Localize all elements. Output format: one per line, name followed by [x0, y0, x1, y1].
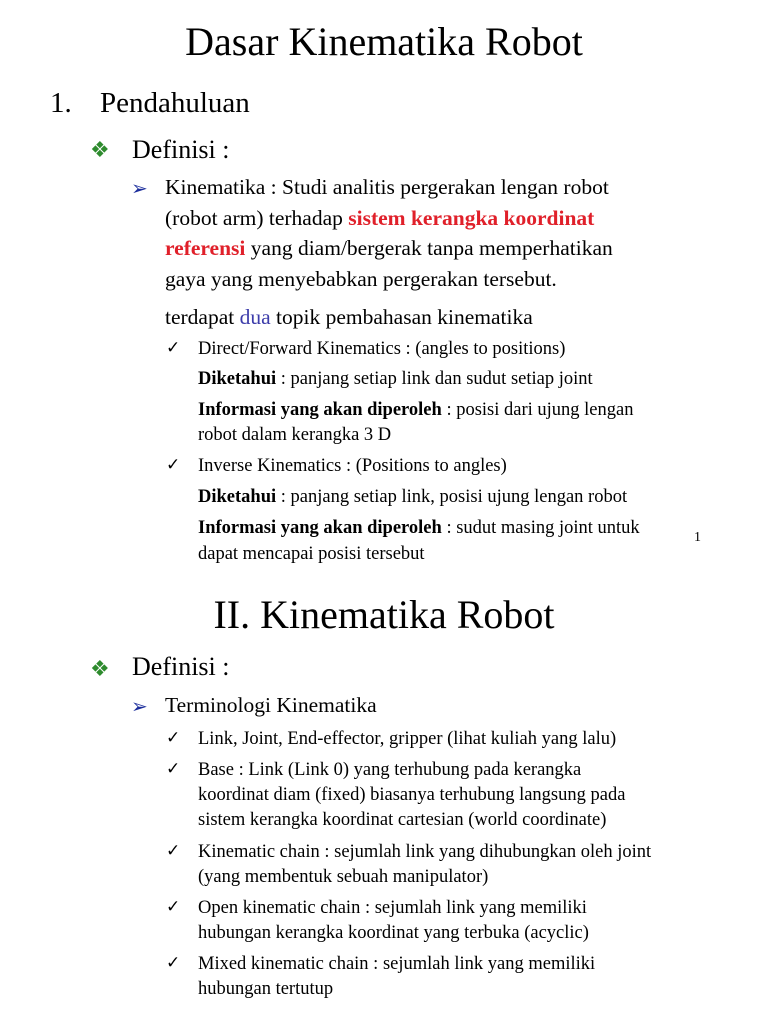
arrow-bullet-icon: ➢: [131, 696, 148, 718]
kinematika-line-3: referensi yang diam/bergerak tanpa memperhatikan: [165, 236, 613, 260]
list-item: Mixed kinematic chain : sejumlah link yang memiliki: [198, 954, 596, 974]
list-item: Open kinematic chain : sejumlah link yang memiliki: [198, 898, 587, 918]
kinematika-line-1: Kinematika : Studi analitis pergerakan lengan robot: [165, 175, 609, 199]
list-item: Kinematic chain : sejumlah link yang dihubungkan oleh joint: [198, 842, 652, 862]
list-item-continuation: sistem kerangka koordinat cartesian (world coordinate): [198, 810, 607, 830]
check-icon: ✓: [166, 897, 181, 916]
inverse-info: Informasi yang akan diperoleh : sudut masing joint untuk: [198, 518, 640, 538]
list-item: Link, Joint, End-effector, gripper (lihat kuliah yang lalu): [198, 729, 617, 749]
list-item-continuation: hubungan kerangka koordinat yang terbuka (acyclic): [198, 923, 589, 943]
section-number: 1.: [50, 87, 72, 119]
kinematika-line-2: (robot arm) terhadap sistem kerangka koordinat: [165, 206, 595, 230]
check-icon: ✓: [166, 455, 181, 474]
highlight-referensi: referensi: [165, 236, 246, 260]
list-item-continuation: koordinat diam (fixed) biasanya terhubung langsung pada: [198, 785, 626, 805]
list-item-continuation: hubungan tertutup: [198, 979, 334, 999]
direct-info: Informasi yang akan diperoleh : posisi dari ujung lengan: [198, 400, 634, 420]
check-icon: ✓: [166, 841, 181, 860]
terminologi-heading: Terminologi Kinematika: [165, 693, 377, 717]
arrow-bullet-icon: ➢: [131, 178, 148, 200]
definisi-heading-2: Definisi :: [132, 652, 230, 681]
inverse-info-line2: dapat mencapai posisi tersebut: [198, 544, 425, 564]
direct-info-line2: robot dalam kerangka 3 D: [198, 425, 392, 445]
direct-heading: Direct/Forward Kinematics : (angles to positions): [198, 339, 566, 359]
check-icon: ✓: [166, 728, 181, 747]
inverse-diketahui: Diketahui : panjang setiap link, posisi ujung lengan robot: [198, 487, 628, 507]
check-icon: ✓: [166, 953, 181, 972]
definisi-heading: Definisi :: [132, 135, 230, 164]
slide1-title: Dasar Kinematika Robot: [185, 19, 583, 64]
diamond-bullet-icon: ❖: [90, 137, 110, 162]
list-item: Base : Link (Link 0) yang terhubung pada kerangka: [198, 760, 582, 780]
diamond-bullet-icon: ❖: [90, 656, 110, 681]
terdapat-line: terdapat dua topik pembahasan kinematika: [165, 305, 533, 329]
check-icon: ✓: [166, 338, 181, 357]
highlight-dua: dua: [239, 305, 271, 329]
direct-diketahui: Diketahui : panjang setiap link dan sudut setiap joint: [198, 369, 593, 389]
section-title: Pendahuluan: [100, 87, 250, 119]
list-item-continuation: (yang membentuk sebuah manipulator): [198, 867, 489, 887]
kinematika-line-4: gaya yang menyebabkan pergerakan tersebut.: [165, 267, 557, 291]
inverse-heading: Inverse Kinematics : (Positions to angles): [198, 456, 507, 476]
slide2-title: II. Kinematika Robot: [213, 592, 555, 637]
check-icon: ✓: [166, 759, 181, 778]
page-number: 1: [694, 530, 701, 545]
highlight-sistem-kerangka: sistem kerangka koordinat: [348, 206, 595, 230]
